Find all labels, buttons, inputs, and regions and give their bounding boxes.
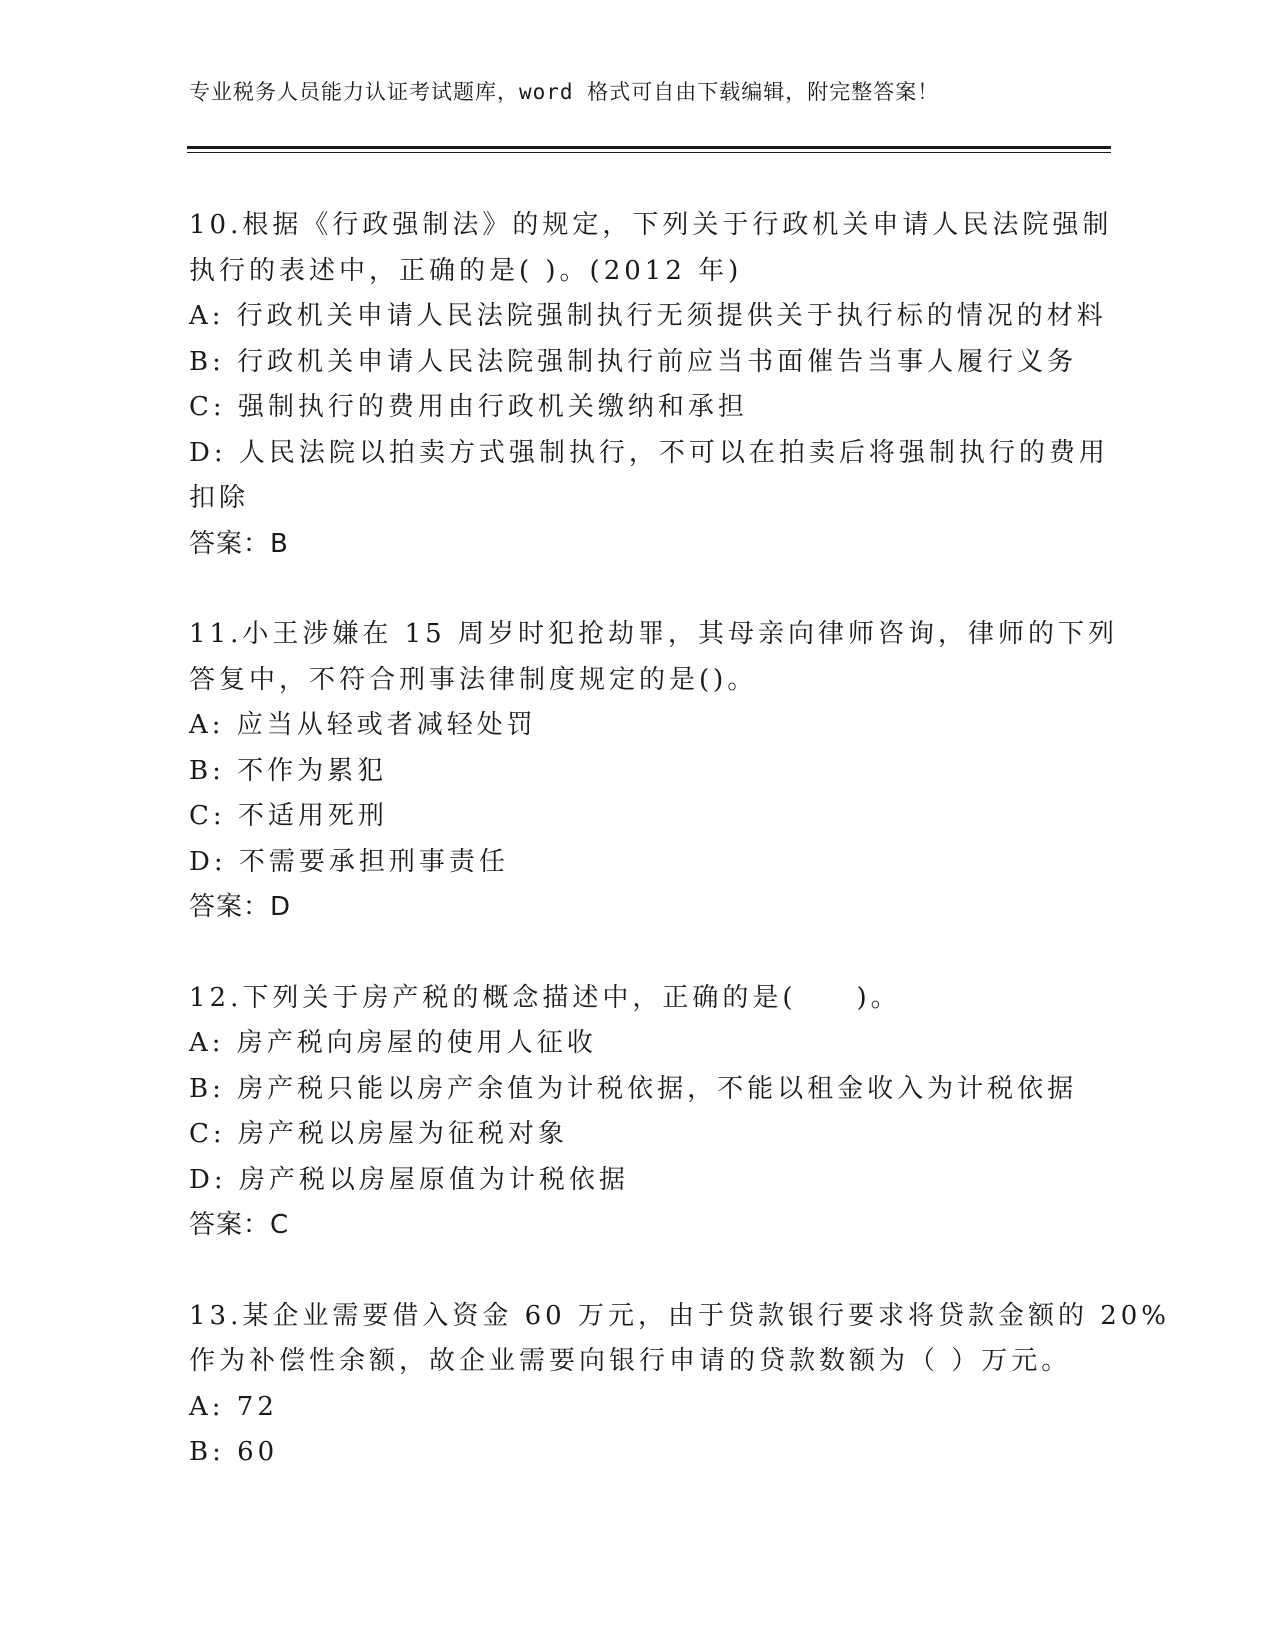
question-stem-line: 答复中，不符合刑事法律制度规定的是()。: [189, 664, 758, 695]
option-line: A: 应当从轻或者减轻处罚: [189, 710, 537, 740]
question-stem-line: 作为补偿性余额，故企业需要向银行申请的贷款数额为（ ）万元。: [189, 1346, 1072, 1376]
header-divider-thick: [187, 146, 1111, 149]
question-list: [189, 203, 1171, 1521]
option-line: B: 房产税只能以房产余值为计税依据，不能以租金收入为计税依据: [189, 1073, 1078, 1104]
option-line: A: 房产税向房屋的使用人征收: [189, 1028, 597, 1058]
question-stem-line: 10.根据《行政强制法》的规定，下列关于行政机关申请人民法院强制: [189, 210, 1113, 240]
option-line: C: 不适用死刑: [189, 801, 388, 831]
option-line: B: 行政机关申请人民法院强制执行前应当书面催告当事人履行义务: [189, 346, 1078, 377]
option-line: A: 72: [189, 1391, 278, 1422]
answer-line: 答案：C: [189, 1210, 290, 1240]
option-line: A: 行政机关申请人民法院强制执行无须提供关于执行标的情况的材料: [189, 301, 1107, 331]
question-item: [189, 612, 1118, 931]
question-stem-line: 11.小王涉嫌在 15 周岁时犯抢劫罪，其母亲向律师咨询，律师的下列: [189, 619, 1118, 649]
question-item: [189, 1294, 1171, 1476]
option-line: B: 60: [189, 1437, 279, 1467]
question-item: [189, 976, 1089, 1249]
option-line: D: 不需要承担刑事责任: [189, 846, 509, 877]
question-stem-line: 执行的表述中，正确的是( )。(2012 年): [189, 255, 743, 286]
answer-line: 答案：D: [189, 892, 292, 922]
option-line: D: 人民法院以拍卖方式强制执行，不可以在拍卖后将强制执行的费用: [189, 437, 1109, 468]
header-text: 专业税务人员能力认证考试题库，word 格式可自由下载编辑，附完整答案！: [189, 80, 940, 104]
option-line: 扣除: [189, 483, 250, 513]
question-stem-line: 13.某企业需要借入资金 60 万元，由于贷款银行要求将贷款金额的 20%: [189, 1300, 1171, 1331]
option-line: B: 不作为累犯: [189, 755, 388, 786]
answer-line: 答案：B: [189, 528, 289, 559]
header-divider-thin: [187, 152, 1111, 153]
option-line: D: 房产税以房屋原值为计税依据: [189, 1164, 629, 1195]
option-line: C: 房产税以房屋为征税对象: [189, 1119, 568, 1149]
question-stem-line: 12.下列关于房产税的概念描述中，正确的是( )。: [189, 982, 901, 1013]
option-line: C: 强制执行的费用由行政机关缴纳和承担: [189, 392, 748, 422]
question-item: [189, 203, 1113, 567]
